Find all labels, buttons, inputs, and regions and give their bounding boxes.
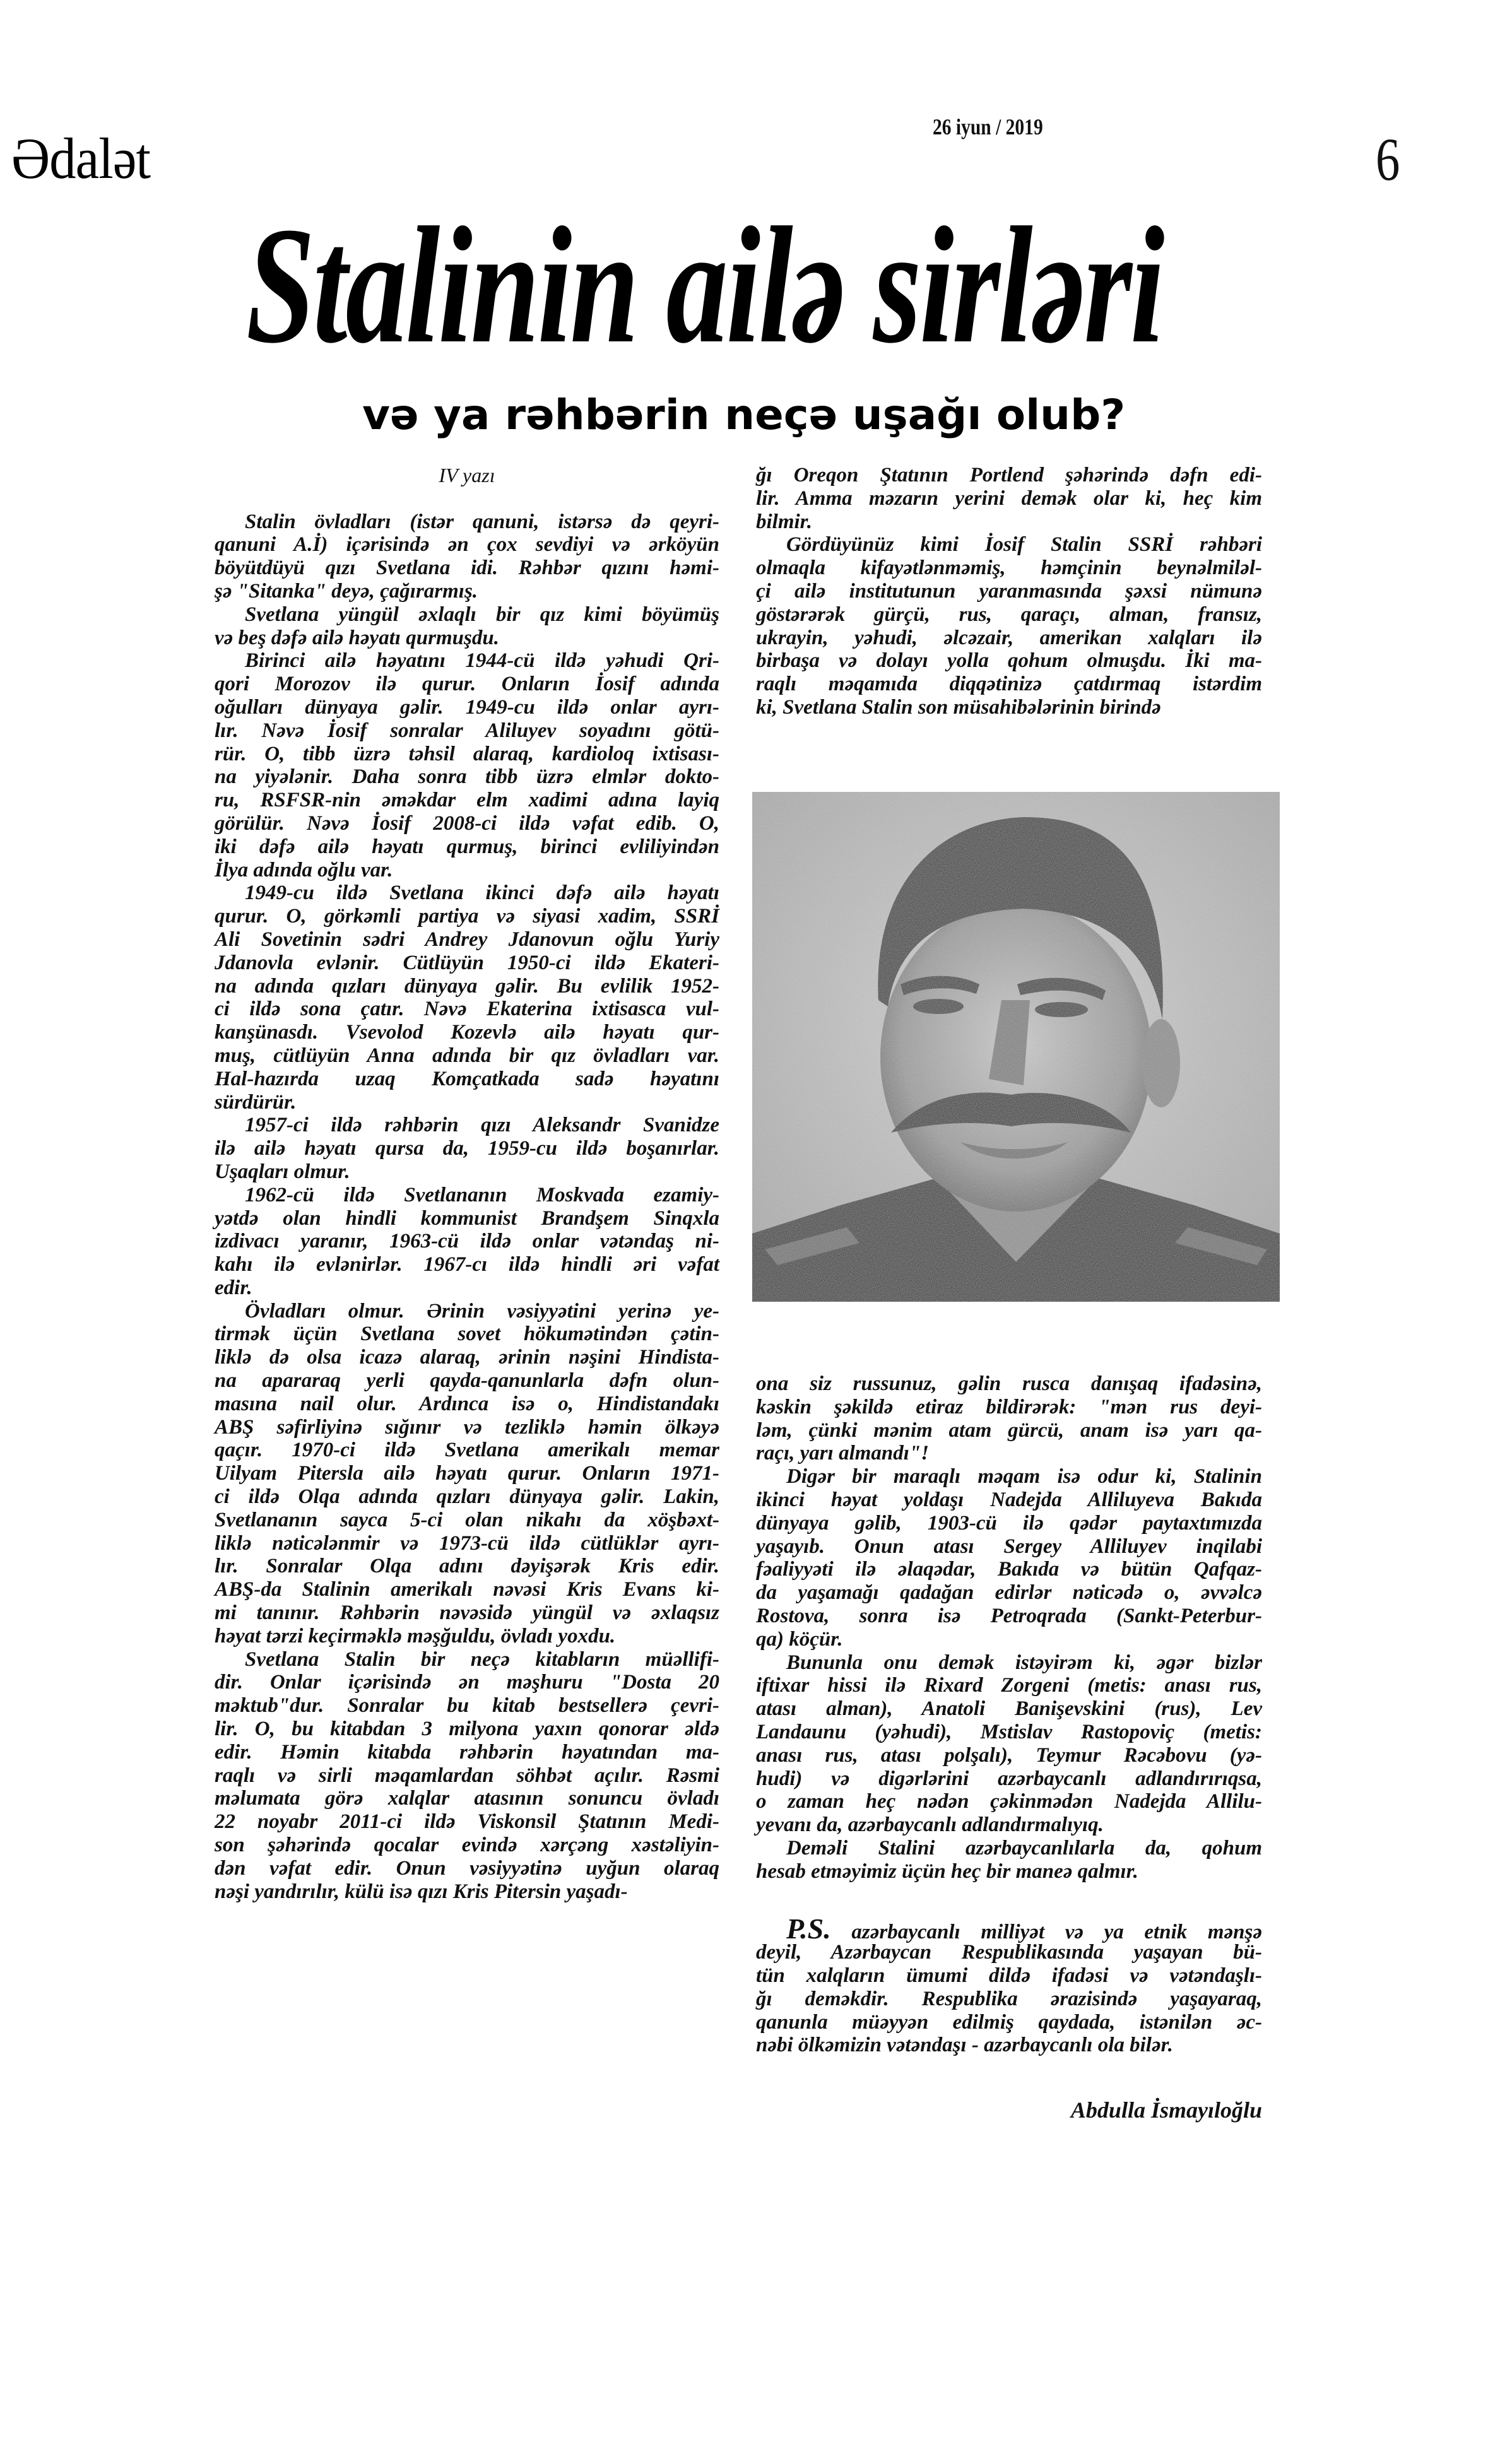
paragraph-line: kahı ilə evlənirlər. 1967-cı ildə hindli əri vəfat: [215, 1253, 719, 1276]
paragraph-line: mi tanınır. Rəhbərin nəvəsidə yüngül və əxlaqsız: [215, 1601, 719, 1625]
paragraph-line: İlya adında oğlu var.: [215, 858, 393, 881]
postscript-label: P.S.: [786, 1913, 831, 1945]
paragraph-line: şə "Sitanka" deyə, çağırarmış.: [215, 579, 478, 603]
postscript-line: tün xalqların ümumi dildə ifadəsi və vətəndaşlı-: [756, 1964, 1262, 1987]
postscript-line: ğı deməkdir. Respublika ərazisində yaşayaraq,: [756, 1987, 1262, 2010]
paragraph-line: masına nail olur. Ardınca isə o, Hindistandakı: [215, 1392, 719, 1415]
paragraph-line: kəskin şəkildə etiraz bildirərək: "mən rus deyi-: [756, 1395, 1262, 1418]
paragraph-line: böyütdüyü qızı Svetlana idi. Rəhbər qızını həmi-: [215, 557, 719, 580]
paragraph-line: Uilyam Pitersla ailə həyatı qurur. Onların 1971-: [215, 1462, 719, 1485]
paragraph-line: hesab etməyimiz üçün heç bir maneə qalmır.: [756, 1860, 1138, 1883]
paragraph-line: 22 noyabr 2011-ci ildə Viskonsil Ştatının Medi-: [215, 1810, 719, 1834]
paragraph-line: Svetlananın sayca 5-ci olan nikahı da xöşbəxt-: [215, 1508, 719, 1531]
paragraph-first-line: Övladları olmur. Ərinin vəsiyyətini yerinə ye-: [245, 1299, 719, 1323]
paragraph-line: qori Morozov ilə qurur. Onların İosif adında: [215, 673, 719, 696]
paragraph-line: məlumata görə xalqlar atasının sonuncu övladı: [215, 1787, 719, 1810]
paragraph-line: na apararaq yerli qayda-qanunlarla dəfn olun-: [215, 1369, 719, 1393]
paragraph-line: anası rus, atası polşalı), Teymur Rəcəbovu (yə-: [756, 1743, 1262, 1767]
paragraph-line: birbaşa və dolayı yolla qohum olmuşdu. İki ma-: [756, 649, 1262, 673]
paragraph-line: lir. O, bu kitabdan 3 milyona yaxın qonorar əldə: [215, 1718, 719, 1741]
paragraph-line: yevanı da, azərbaycanlı adlandırmalıyıq.: [756, 1813, 1104, 1837]
paragraph-line: izdivacı yaranır, 1963-cü ildə onlar vətəndaş ni-: [215, 1230, 719, 1253]
paragraph-line: liklə də olsa icazə alaraq, ərinin nəşini Hindista-: [215, 1346, 719, 1369]
paragraph-line: na adında qızları dünyaya gəlir. Bu evlilik 1952-: [215, 974, 719, 998]
spacer: [756, 1906, 1262, 1918]
paragraph-line: Hal-hazırda uzaq Komçatkada sadə həyatını: [215, 1067, 719, 1090]
postscript-first-line: [756, 1913, 1263, 1945]
paragraph-line: hudi) və digərlərini azərbaycanlı adlandırırıqsa,: [756, 1767, 1262, 1790]
paragraph-line: ru, RSFSR-nin əməkdar elm xadimi adına layiq: [215, 789, 719, 812]
paragraph-line: iftixar hissi ilə Rixard Zorgeni (metis: anası rus,: [756, 1674, 1262, 1697]
paragraph-line: muş, cütlüyün Anna adında bir qız övladları var.: [215, 1044, 719, 1067]
paragraph-line: və beş dəfə ailə həyatı qurmuşdu.: [215, 626, 499, 649]
paragraph-first-line: Svetlana yüngül əxlaqlı bir qız kimi böyümüş: [245, 603, 719, 626]
paragraph-first-line: 1949-cu ildə Svetlana ikinci dəfə ailə həyatı: [245, 881, 719, 905]
paragraph-first-line: Birinci ailə həyatını 1944-cü ildə yəhudi Qri-: [245, 649, 719, 673]
paragraph-line: atası alman), Anatoli Banişevskini (rus), Lev: [756, 1697, 1262, 1721]
paragraph-first-line: 1962-cü ildə Svetlananın Moskvada ezamiy-: [245, 1183, 719, 1206]
paragraph-line: bilmir.: [756, 510, 812, 533]
paragraph-line: dünyaya gəlib, 1903-cü ilə qədər paytaxtımızda: [756, 1511, 1262, 1535]
paragraph-line: lir. Amma məzarın yerini demək olar ki, heç kim: [756, 486, 1262, 510]
paragraph-line: liklə nəticələnmir və 1973-cü ildə cütlüklər ayrı-: [215, 1531, 719, 1555]
author-byline: Abdulla İsmayıloğlu: [1070, 2097, 1262, 2123]
paragraph-line: qanuni A.İ) içərisində ən çox sevdiyi və ərköyün: [215, 533, 719, 557]
paragraph-line: edir. Həmin kitabda rəhbərin həyatından ma-: [215, 1740, 719, 1764]
article-subtitle: [0, 391, 1488, 439]
stalin-portrait-photo: [752, 792, 1280, 1302]
right-column-top: [756, 464, 1262, 719]
paragraph-first-line: 1957-ci ildə rəhbərin qızı Aleksandr Svanidze: [245, 1114, 719, 1137]
spacer: [215, 487, 719, 510]
article-subtitle-text: və ya rəhbərin neçə uşağı olub?: [362, 391, 1126, 439]
paragraph-line: son şəhərində qocalar evində xərçəng xəstəliyin-: [215, 1834, 719, 1857]
article-title: Stalinin ailə sirləri: [246, 193, 1163, 378]
paragraph-line: ikinci həyat yoldaşı Nadejda Alliluyeva Bakıda: [756, 1488, 1262, 1511]
paragraph-line: lır. Sonralar Olqa adını dəyişərək Kris edir.: [215, 1555, 719, 1578]
paragraph-line: kanşünasdı. Vsevolod Kozevlə ailə həyatı qur-: [215, 1021, 719, 1044]
postscript-line: deyil, Azərbaycan Respublikasında yaşayan bü-: [756, 1941, 1262, 1964]
paragraph-first-line: Bununla onu demək istəyirəm ki, əgər bizlər: [786, 1651, 1262, 1674]
postscript-text: azərbaycanlı milliyət və ya etnik mənşə: [851, 1921, 1263, 1944]
series-kicker: IV yazı: [439, 464, 495, 486]
right-column-bottom: [756, 1372, 1262, 2122]
left-column: [215, 464, 719, 1903]
paragraph-line: ci ildə Olqa adında qızları dünyaya gəlir. Lakin,: [215, 1485, 719, 1509]
paragraph-line: rür. O, tibb üzrə təhsil alaraq, kardioloq ixtisası-: [215, 742, 719, 765]
page-number: 6: [1376, 126, 1400, 193]
paragraph-line: həyat tərzi keçirməklə məşğuldu, övladı yoxdu.: [215, 1624, 616, 1648]
paragraph-line: oğulları dünyaya gəlir. 1949-cu ildə onlar ayrı-: [215, 695, 719, 719]
paragraph-line: ABŞ səfirliyinə sığınır və tezliklə həmin ölkəyə: [215, 1415, 719, 1439]
paragraph-line: dən vəfat edir. Onun vəsiyyətinə uyğun olaraq: [215, 1856, 719, 1880]
paragraph-line: ilə ailə həyatı qursa da, 1959-cu ildə boşanırlar.: [215, 1137, 719, 1160]
spacer: [756, 1883, 1262, 1907]
paragraph-line: na yiyələnir. Daha sonra tibb üzrə elmlər dokto-: [215, 765, 719, 789]
postscript-line: nəbi ölkəmizin vətəndaşı - azərbaycanlı ola bilər.: [756, 2034, 1173, 2057]
paragraph-line: raqlı məqamıda diqqətinizə çatdırmaq istərdim: [756, 673, 1262, 696]
paragraph-line: raqlı və sirli məqamlardan söhbət açılır. Rəsmi: [215, 1764, 719, 1787]
paragraph-line: edir.: [215, 1276, 252, 1299]
paragraph-line: da yaşamağı qadağan edirlər nəticədə o, əvvəlcə: [756, 1581, 1262, 1605]
paragraph-line: dir. Onlar içərisində ən məşhuru "Dosta 20: [215, 1671, 719, 1694]
paragraph-first-line: Gördüyünüz kimi İosif Stalin SSRİ rəhbəri: [786, 533, 1262, 557]
paragraph-line: görülür. Nəvə İosif 2008-ci ildə vəfat edib. O,: [215, 811, 719, 835]
paragraph-line: iki dəfə ailə həyatı qurmuş, birinci evliliyindən: [215, 835, 719, 858]
paragraph-line: olmaqla kifayətlənməmiş, həmçinin beynəlmiləl-: [756, 557, 1262, 580]
paragraph-line: qa) köçür.: [756, 1627, 843, 1651]
paragraph-first-line: ona siz russunuz, gəlin rusca danışaq ifadəsinə,: [756, 1372, 1262, 1395]
paragraph-line: yətdə olan hindli kommunist Brandşem Sinqxla: [215, 1206, 719, 1230]
paragraph-line: tirmək üçün Svetlana sovet hökumətindən çətin-: [215, 1323, 719, 1346]
paragraph-line: Ali Sovetinin sədri Andrey Jdanovun oğlu Yuriy: [215, 928, 719, 951]
paragraph-line: qurur. O, görkəmli partiya və siyasi xadim, SSRİ: [215, 905, 719, 928]
issue-date: 26 iyun / 2019: [933, 114, 1043, 139]
postscript-line: qanunla müəyyən edilmiş qaydada, istənilən əc-: [756, 2010, 1262, 2034]
paragraph-line: ləm, çünki mənim atam gürcü, anam isə yarı qa-: [756, 1418, 1262, 1442]
paragraph-line: ukrayin, yəhudi, əlcəzair, amerikan xalqları ilə: [756, 626, 1262, 649]
spacer: [756, 2057, 1262, 2099]
paragraph-line: məktub"dur. Sonralar bu kitab bestsellerə çevri-: [215, 1694, 719, 1718]
paragraph-line: raçı, yarı almandı"!: [756, 1442, 930, 1465]
masthead: Ədalət: [11, 126, 151, 191]
paragraph-line: nəşi yandırılır, külü isə qızı Kris Pitersin yaşadı-: [215, 1880, 628, 1903]
paragraph-first-line: Digər bir maraqlı məqam isə odur ki, Stalinin: [786, 1465, 1262, 1488]
paragraph-line: Jdanovla evlənir. Cütlüyün 1950-ci ildə Ekateri-: [215, 951, 719, 974]
paragraph-first-line: Stalin övladları (istər qanuni, istərsə də qeyri-: [245, 510, 719, 533]
paragraph-line: Uşaqları olmur.: [215, 1160, 350, 1183]
paragraph-line: qaçır. 1970-ci ildə Svetlana amerikalı memar: [215, 1439, 719, 1462]
paragraph-line: Landaunu (yəhudi), Mstislav Rastopoviç (metis:: [756, 1720, 1262, 1743]
paragraph-line: ci ildə sona çatır. Nəvə Ekaterina ixtisasca vul-: [215, 998, 719, 1021]
paragraph-line: ABŞ-da Stalinin amerikalı nəvəsi Kris Evans ki-: [215, 1578, 719, 1601]
paragraph-first-line: Svetlana Stalin bir neçə kitabların müəllifi-: [245, 1648, 719, 1671]
paragraph-line: göstərərək gürçü, rus, qaraçı, alman, fransız,: [756, 603, 1262, 626]
paragraph-line: Rostova, sonra isə Petroqrada (Sankt-Peterbur-: [756, 1604, 1262, 1627]
paragraph-line: çi ailə institutunun yaranmasında şəxsi nümunə: [756, 579, 1262, 603]
paragraph-line: o zaman heç nədən çəkinmədən Nadejda Allilu-: [756, 1790, 1262, 1813]
paragraph-first-line: ğı Oreqon Ştatının Portlend şəhərində dəfn edi-: [756, 464, 1262, 486]
paragraph-line: ki, Svetlana Stalin son müsahibələrinin birində: [756, 695, 1161, 719]
paragraph-line: sürdürür.: [215, 1090, 297, 1114]
paragraph-line: fəaliyyəti ilə əlaqədar, Bakıda və bütün Qafqaz-: [756, 1558, 1262, 1581]
paragraph-line: yaşayıb. Onun atası Sergey Alliluyev inqilabi: [756, 1535, 1262, 1558]
portrait-photo-icon: [752, 792, 1280, 1302]
paragraph-line: lır. Nəvə İosif sonralar Aliluyev soyadını götü-: [215, 719, 719, 742]
paragraph-first-line: Deməli Stalini azərbaycanlılarla da, qohum: [786, 1836, 1262, 1860]
